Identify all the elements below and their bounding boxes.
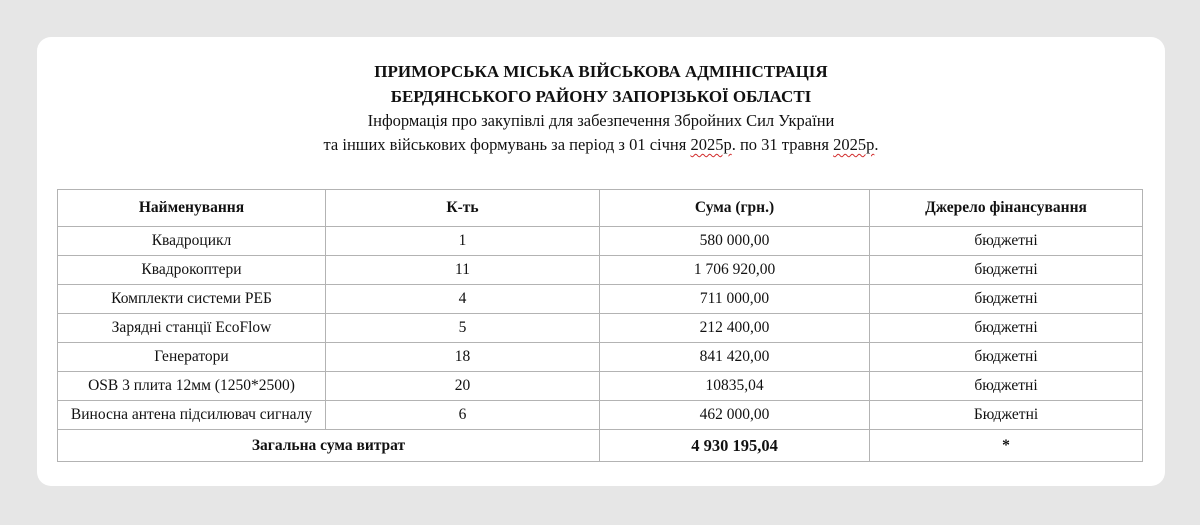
cell-name: Генератори — [58, 343, 326, 372]
table-row — [58, 227, 1143, 256]
cell-qty: 18 — [326, 343, 600, 372]
cell-source: бюджетні — [870, 256, 1143, 285]
cell-qty: 20 — [326, 372, 600, 401]
header-qty: К-ть — [326, 190, 600, 227]
table-row — [58, 372, 1143, 401]
cell-name: Квадрокоптери — [58, 256, 326, 285]
cell-sum: 212 400,00 — [600, 314, 870, 343]
cell-source: бюджетні — [870, 372, 1143, 401]
cell-qty: 6 — [326, 401, 600, 430]
table-row — [58, 343, 1143, 372]
cell-name: Комплекти системи РЕБ — [58, 285, 326, 314]
cell-source: бюджетні — [870, 343, 1143, 372]
cell-source: Бюджетні — [870, 401, 1143, 430]
cell-source: бюджетні — [870, 227, 1143, 256]
subtitle-line-2 — [37, 133, 1165, 157]
document-heading — [37, 59, 1165, 157]
cell-sum: 580 000,00 — [600, 227, 870, 256]
table-row — [58, 401, 1143, 430]
cell-name: Квадроцикл — [58, 227, 326, 256]
table-header-row — [58, 190, 1143, 227]
cell-source: бюджетні — [870, 285, 1143, 314]
cell-sum: 1 706 920,00 — [600, 256, 870, 285]
cell-name: Зарядні станції EcoFlow — [58, 314, 326, 343]
subtitle-year-start: 2025р — [690, 135, 732, 154]
cell-qty: 5 — [326, 314, 600, 343]
subtitle-line-1: Інформація про закупівлі для забезпечення Збройних Сил України — [367, 111, 835, 130]
table-row — [58, 314, 1143, 343]
header-name: Найменування — [58, 190, 326, 227]
title-line-1: ПРИМОРСЬКА МІСЬКА ВІЙСЬКОВА АДМІНІСТРАЦІЯ — [374, 62, 828, 81]
subtitle-year-end: 2025р — [833, 135, 875, 154]
header-source: Джерело фінансування — [870, 190, 1143, 227]
cell-sum: 10835,04 — [600, 372, 870, 401]
total-row — [58, 430, 1143, 462]
subtitle-period-start: та інших військових формувань за період з 01 січня — [323, 135, 691, 154]
header-sum: Сума (грн.) — [600, 190, 870, 227]
table-row — [58, 256, 1143, 285]
cell-qty: 11 — [326, 256, 600, 285]
subtitle-period-dot: . — [874, 135, 879, 154]
cell-sum: 711 000,00 — [600, 285, 870, 314]
total-label: Загальна сума витрат — [58, 430, 600, 462]
cell-qty: 1 — [326, 227, 600, 256]
title-line-2: БЕРДЯНСЬКОГО РАЙОНУ ЗАПОРІЗЬКОЇ ОБЛАСТІ — [390, 87, 812, 106]
cell-name: Виносна антена підсилювач сигналу — [58, 401, 326, 430]
procurement-table — [57, 189, 1143, 462]
cell-qty: 4 — [326, 285, 600, 314]
cell-source: бюджетні — [870, 314, 1143, 343]
cell-sum: 841 420,00 — [600, 343, 870, 372]
table-row — [58, 285, 1143, 314]
cell-sum: 462 000,00 — [600, 401, 870, 430]
total-source: * — [870, 430, 1143, 462]
document-card — [37, 37, 1165, 486]
total-sum: 4 930 195,04 — [600, 430, 870, 462]
subtitle-period-end: . по 31 травня — [731, 135, 834, 154]
cell-name: OSB 3 плита 12мм (1250*2500) — [58, 372, 326, 401]
